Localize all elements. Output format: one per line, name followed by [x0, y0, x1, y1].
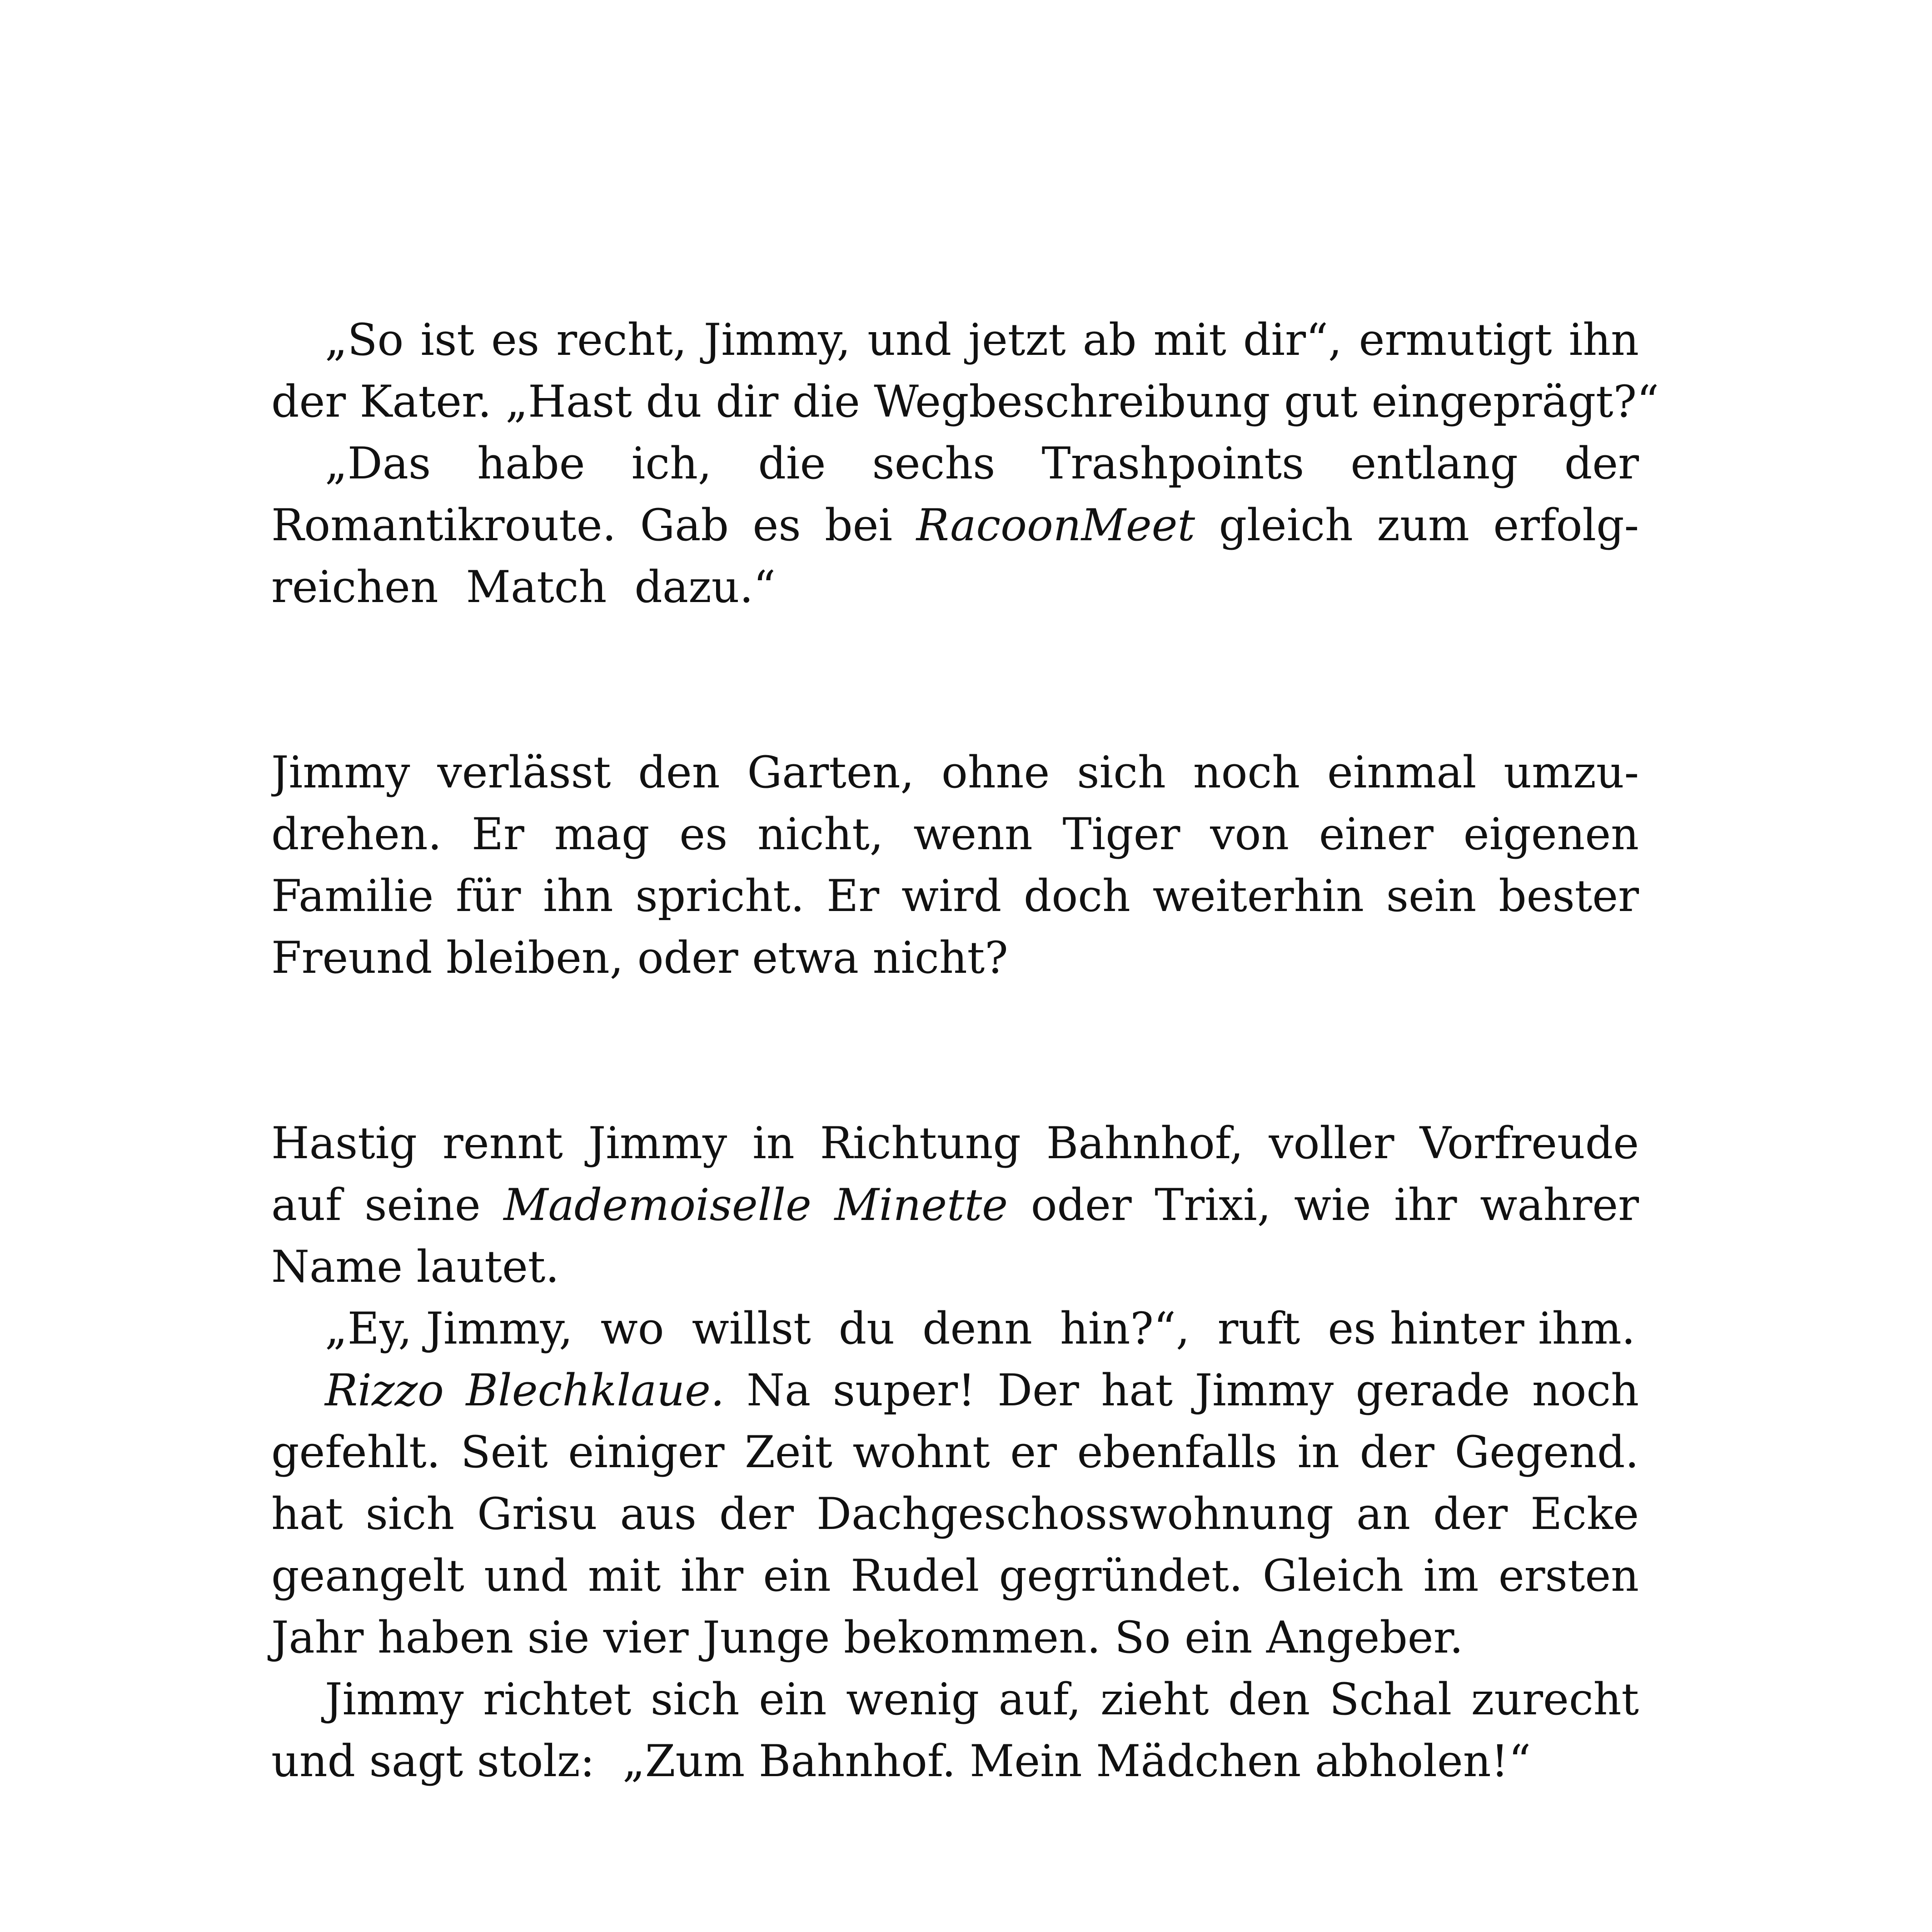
- text-line: der Kater. „Hast du dir die Wegbeschreibung gut eingeprägt?“: [271, 376, 1659, 427]
- italic-title: RacoonMeet: [916, 500, 1195, 551]
- paragraph-4: [271, 1112, 1639, 1298]
- text-fragment: oder Trixi, wie ihr wahrer: [1031, 1180, 1639, 1230]
- text-line: Familie für ihn spricht. Er wird doch weiterhin sein bester: [271, 871, 1639, 921]
- text-line: Freund bleiben, oder etwa nicht?: [271, 932, 1008, 983]
- text-line: [271, 1174, 1639, 1236]
- text-line: [271, 494, 1639, 556]
- paragraph-6: [271, 1359, 1639, 1668]
- text-line: „So ist es recht, Jimmy, und jetzt ab mit dir“, ermutigt ihn: [325, 314, 1639, 365]
- text-line: gefehlt. Seit einiger Zeit wohnt er ebenfalls in der Gegend.: [271, 1427, 1639, 1478]
- paragraph-5: [271, 1298, 1639, 1359]
- italic-name: Rizzo Blechklaue.: [325, 1365, 725, 1416]
- text-line: reichen Match dazu.“: [271, 562, 776, 612]
- text-line: Jimmy verlässt den Garten, ohne sich noch einmal umzu-: [271, 747, 1639, 798]
- text-fragment: Na super! Der hat Jimmy gerade noch: [746, 1365, 1639, 1416]
- text-fragment: gleich zum erfolg-: [1219, 500, 1639, 551]
- text-line: drehen. Er mag es nicht, wenn Tiger von einer eigenen: [271, 809, 1639, 860]
- text-line: geangelt und mit ihr ein Rudel gegründet. Gleich im ersten: [271, 1550, 1639, 1601]
- paragraph-gap: [271, 618, 1639, 742]
- text-line: Jahr haben sie vier Junge bekommen. So ein Angeber.: [271, 1612, 1464, 1663]
- text-line: Hastig rennt Jimmy in Richtung Bahnhof, voller Vorfreude: [271, 1118, 1639, 1169]
- text-fragment: auf seine: [271, 1180, 481, 1230]
- paragraph-3: [271, 742, 1639, 989]
- body-text: [271, 309, 1659, 1792]
- text-line: und sagt stolz: „Zum Bahnhof. Mein Mädchen abholen!“: [271, 1736, 1531, 1787]
- text-line: [271, 1359, 1639, 1421]
- text-line: Jimmy richtet sich ein wenig auf, zieht den Schal zurecht: [325, 1674, 1639, 1725]
- text-fragment: Romantikroute. Gab es bei: [271, 500, 893, 551]
- text-line: „Ey, Jimmy, wo willst du denn hin?“, ruft es hinter ihm.: [325, 1303, 1636, 1354]
- text-line: hat sich Grisu aus der Dachgeschosswohnung an der Ecke: [271, 1489, 1639, 1539]
- paragraph-gap: [271, 989, 1639, 1112]
- paragraph-1: [271, 309, 1659, 433]
- italic-name: Mademoiselle Minette: [503, 1180, 1008, 1230]
- paragraph-7: [271, 1668, 1639, 1792]
- text-line: „Das habe ich, die sechs Trashpoints entlang der: [325, 438, 1639, 489]
- text-line: Name lautet.: [271, 1241, 559, 1292]
- paragraph-2: [271, 433, 1639, 618]
